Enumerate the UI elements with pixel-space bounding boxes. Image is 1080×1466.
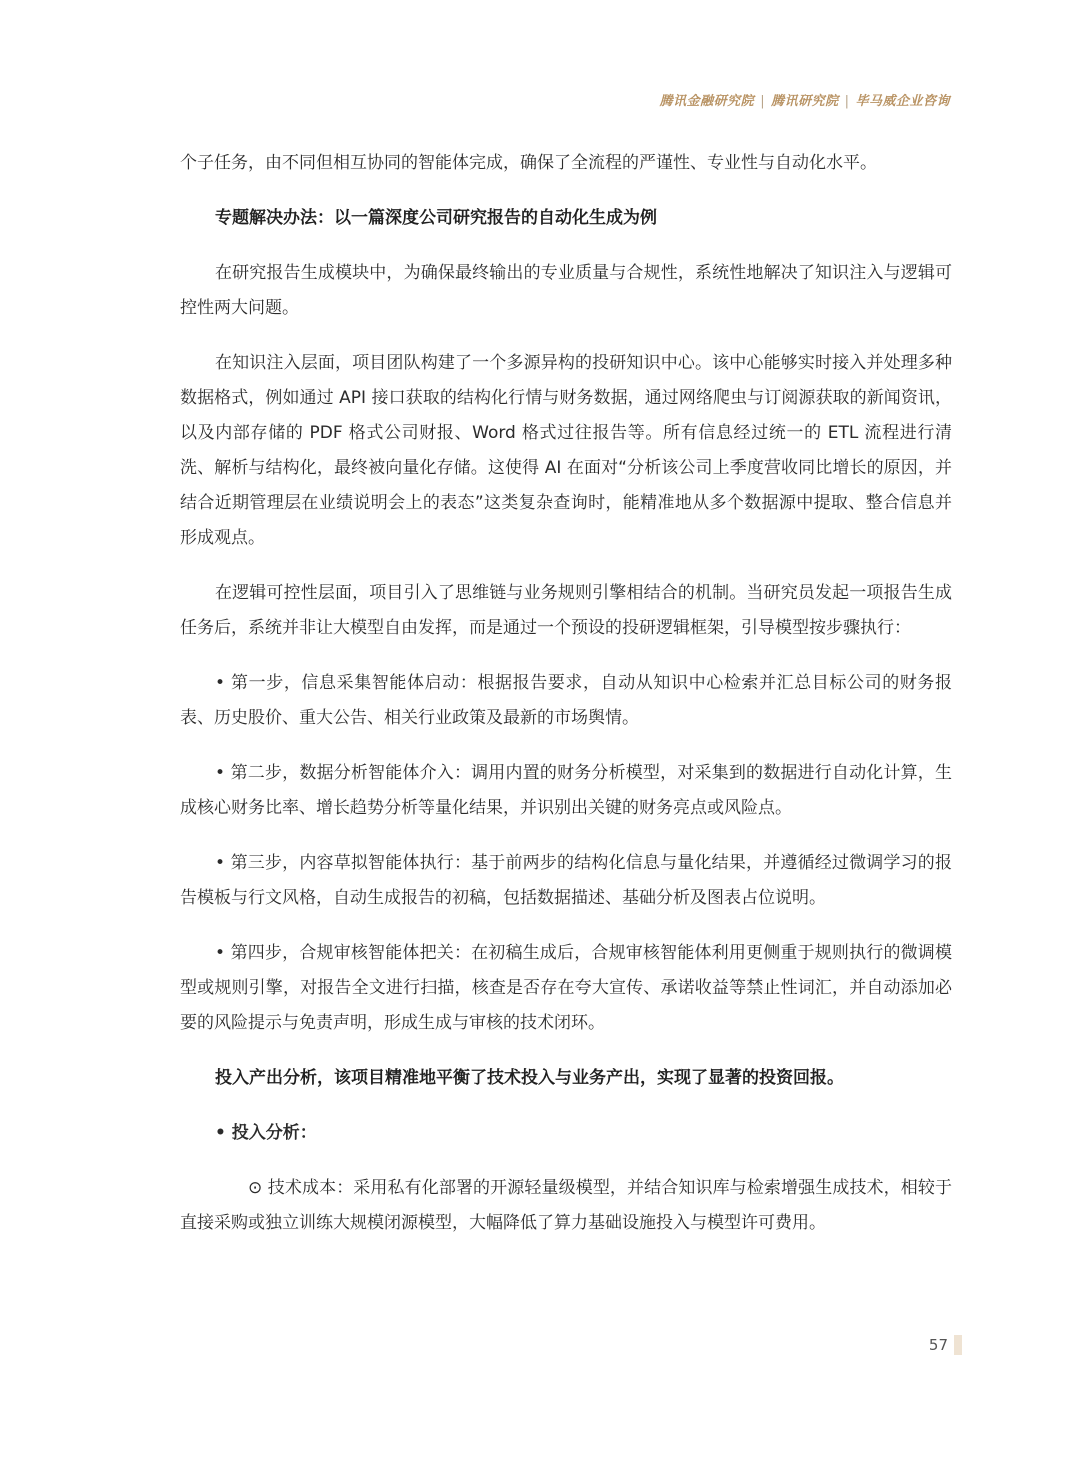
paragraph-intro: 个子任务，由不同但相互协同的智能体完成，确保了全流程的严谨性、专业性与自动化水平。 bbox=[180, 153, 877, 173]
paragraph-report-module: 在研究报告生成模块中，为确保最终输出的专业质量与合规性，系统性地解决了知识注入与逻辑可控性两大问题。 bbox=[180, 263, 952, 318]
page-header bbox=[660, 90, 950, 109]
page-number: 57 bbox=[927, 1335, 962, 1355]
step-item-2: • 第二步，数据分析智能体介入：调用内置的财务分析模型，对采集到的数据进行自动化计算，生成核心财务比率、增长趋势分析等量化结果，并识别出关键的财务亮点或风险点。 bbox=[180, 763, 952, 818]
step-item-4: • 第四步，合规审核智能体把关：在初稿生成后，合规审核智能体利用更侧重于规则执行的微调模型或规则引擎，对报告全文进行扫描，核查是否存在夸大宣传、承诺收益等禁止性词汇，并自动添加必要的风险提示与免责声明，形成生成与审核的技术闭环。 bbox=[180, 943, 952, 1033]
section-heading-roi: 投入产出分析，该项目精准地平衡了技术投入与业务产出，实现了显著的投资回报。 bbox=[215, 1068, 844, 1088]
header-org-tencent-research: 腾讯研究院 bbox=[771, 94, 839, 109]
header-org-kpmg: 毕马威企业咨询 bbox=[855, 94, 950, 109]
header-separator: | bbox=[760, 94, 766, 109]
step-item-1: • 第一步，信息采集智能体启动：根据报告要求，自动从知识中心检索并汇总目标公司的财务报表、历史股价、重大公告、相关行业政策及最新的市场舆情。 bbox=[180, 673, 952, 728]
sub-item-tech-cost: ⊙ 技术成本：采用私有化部署的开源轻量级模型，并结合知识库与检索增强生成技术，相较于直接采购或独立训练大规模闭源模型，大幅降低了算力基础设施投入与模型许可费用。 bbox=[180, 1178, 952, 1233]
header-org-tencent-finance: 腾讯金融研究院 bbox=[659, 94, 755, 109]
section-heading-solution: 专题解决办法：以一篇深度公司研究报告的自动化生成为例 bbox=[215, 208, 657, 228]
header-separator: | bbox=[844, 94, 850, 109]
page-body bbox=[180, 146, 952, 1241]
paragraph-logic-control: 在逻辑可控性层面，项目引入了思维链与业务规则引擎相结合的机制。当研究员发起一项报告生成任务后，系统并非让大模型自由发挥，而是通过一个预设的投研逻辑框架，引导模型按步骤执行： bbox=[180, 583, 952, 638]
step-item-3: • 第三步，内容草拟智能体执行：基于前两步的结构化信息与量化结果，并遵循经过微调学习的报告模板与行文风格，自动生成报告的初稿，包括数据描述、基础分析及图表占位说明。 bbox=[180, 853, 952, 908]
paragraph-knowledge-injection: 在知识注入层面，项目团队构建了一个多源异构的投研知识中心。该中心能够实时接入并处理多种数据格式，例如通过 API 接口获取的结构化行情与财务数据，通过网络爬虫与订阅源获取的新闻资讯，以及内部存储的 PDF 格式公司财报、Word 格式过往报告等。所有信息经过统一的 ETL 流程进行清洗、解析与结构化，最终被向量化存储。这使得 AI 在面对“分析该公司上季度营收同比增长的原因，并结合近期管理层在业绩说明会上的表态”这类复杂查询时，能精准地从多个数据源中提取、整合信息并形成观点。 bbox=[180, 353, 952, 548]
bullet-heading-input-analysis: • 投入分析： bbox=[215, 1123, 317, 1143]
